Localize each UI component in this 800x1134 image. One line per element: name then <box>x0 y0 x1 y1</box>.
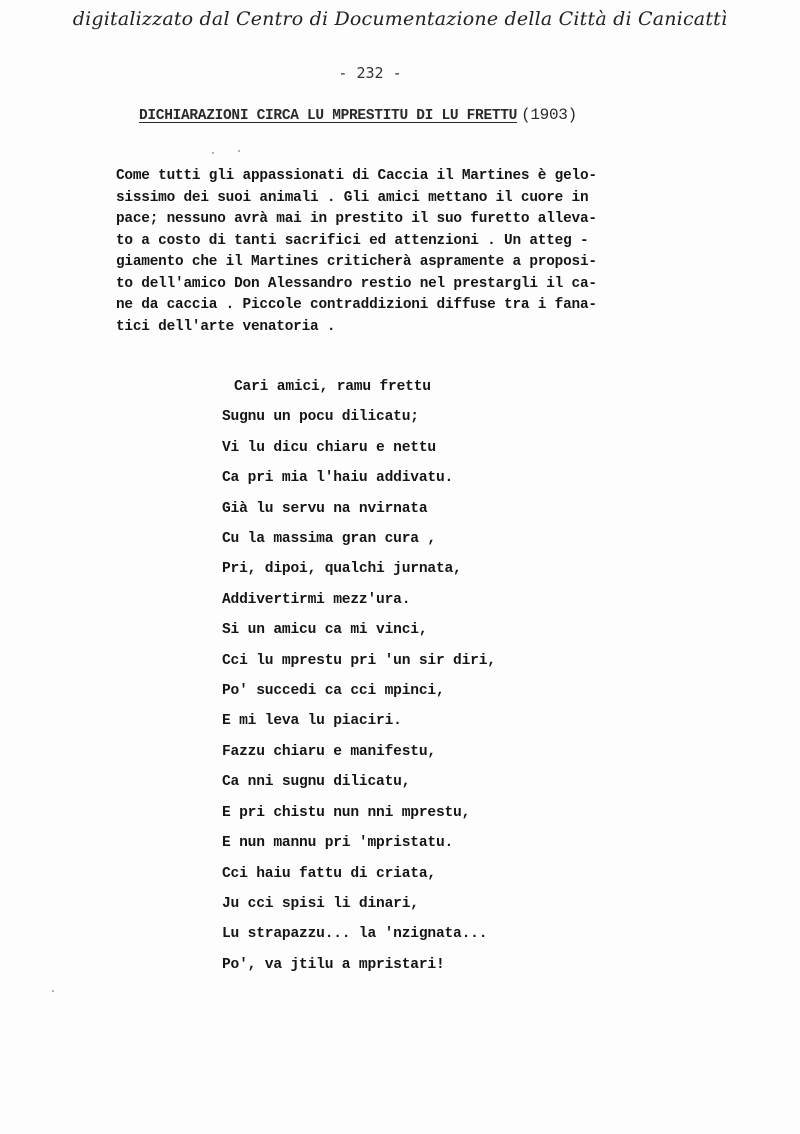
intro-line: to a costo di tanti sacrifici ed attenzioni . Un atteg - <box>116 232 589 249</box>
page-number: - 232 - <box>338 64 402 82</box>
intro-paragraph <box>116 166 736 338</box>
poem-verse: E mi leva lu piaciri. <box>222 713 402 730</box>
intro-line: tici dell'arte venatoria . <box>116 318 336 335</box>
scan-speck <box>212 152 214 154</box>
intro-line: giamento che il Martines criticherà aspramente a proposi- <box>116 254 597 270</box>
poem-verse: Ca nni sugnu dilicatu, <box>222 774 411 791</box>
poem-verse: E pri chistu nun nni mprestu, <box>222 804 471 821</box>
page-title <box>139 106 577 124</box>
poem-verse: Cu la massima gran cura , <box>222 531 436 548</box>
poem-verse: Pri, dipoi, qualchi jurnata, <box>222 561 462 578</box>
intro-line: sissimo dei suoi animali . Gli amici mettano il cuore in <box>116 189 589 206</box>
poem-verse: Ca pri mia l'haiu addivatu. <box>222 470 454 487</box>
poem-verse: Già lu servu na nvirnata <box>222 500 428 517</box>
scan-speck <box>238 150 240 152</box>
poem-verse: Fazzu chiaru e manifestu, <box>222 743 436 760</box>
poem-verse: Vi lu dicu chiaru e nettu <box>222 439 436 456</box>
title-text: DICHIARAZIONI CIRCA LU MPRESTITU DI LU FRETTU <box>139 108 518 124</box>
poem-verse: Cci lu mprestu pri 'un sir diri, <box>222 652 496 669</box>
poem-verse: Addivertirmi mezz'ura. <box>222 591 411 608</box>
poem <box>222 372 496 980</box>
poem-verse: Lu strapazzu... la 'nzignata... <box>222 926 488 943</box>
poem-verse: Cci haiu fattu di criata, <box>222 865 436 882</box>
title-year: (1903) <box>521 106 577 124</box>
poem-verse: Si un amicu ca mi vinci, <box>222 622 428 639</box>
poem-verse: Cari amici, ramu frettu <box>234 379 431 395</box>
intro-line: pace; nessuno avrà mai in prestito il suo furetto alleva- <box>116 211 597 227</box>
scan-speck <box>52 990 54 992</box>
poem-verse: Ju cci spisi li dinari, <box>222 895 419 912</box>
intro-line: ne da caccia . Piccole contraddizioni diffuse tra i fana- <box>116 297 597 313</box>
poem-verse: E nun mannu pri 'mpristatu. <box>222 835 454 852</box>
digitization-watermark: digitalizzato dal Centro di Documentazione della Città di Canicattì <box>72 8 728 30</box>
poem-verse: Po', va jtilu a mpristari! <box>222 956 445 973</box>
poem-verse: Po' succedi ca cci mpinci, <box>222 683 445 700</box>
poem-verse: Sugnu un pocu dilicatu; <box>222 409 419 426</box>
intro-line: Come tutti gli appassionati di Caccia il Martines è gelo- <box>116 168 597 184</box>
intro-line: to dell'amico Don Alessandro restio nel prestargli il ca- <box>116 275 597 292</box>
